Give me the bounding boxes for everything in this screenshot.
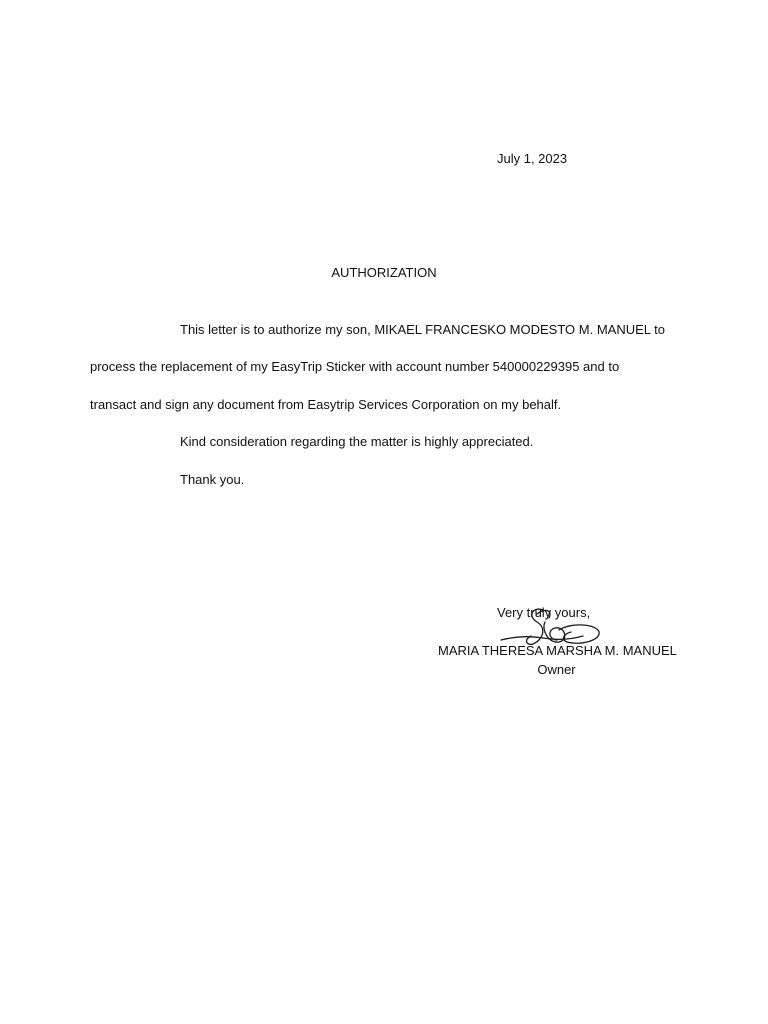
signer-role: Owner (537, 662, 576, 677)
body-paragraph-2: Kind consideration regarding the matter is highly appreciated. (180, 434, 534, 449)
signer-name: MARIA THERESA MARSHA M. MANUEL (438, 643, 677, 658)
letter-title: AUTHORIZATION (331, 265, 437, 280)
closing-line: Very truly yours, (497, 605, 591, 620)
body-line-2: process the replacement of my EasyTrip Sticker with account number 540000229395 and to (90, 359, 620, 374)
letter-date: July 1, 2023 (497, 151, 568, 166)
thank-you-line: Thank you. (180, 472, 245, 487)
body-line-3: transact and sign any document from Easytrip Services Corporation on my behalf. (90, 397, 562, 412)
body-line-1: This letter is to authorize my son, MIKAEL FRANCESKO MODESTO M. MANUEL to (180, 322, 665, 337)
